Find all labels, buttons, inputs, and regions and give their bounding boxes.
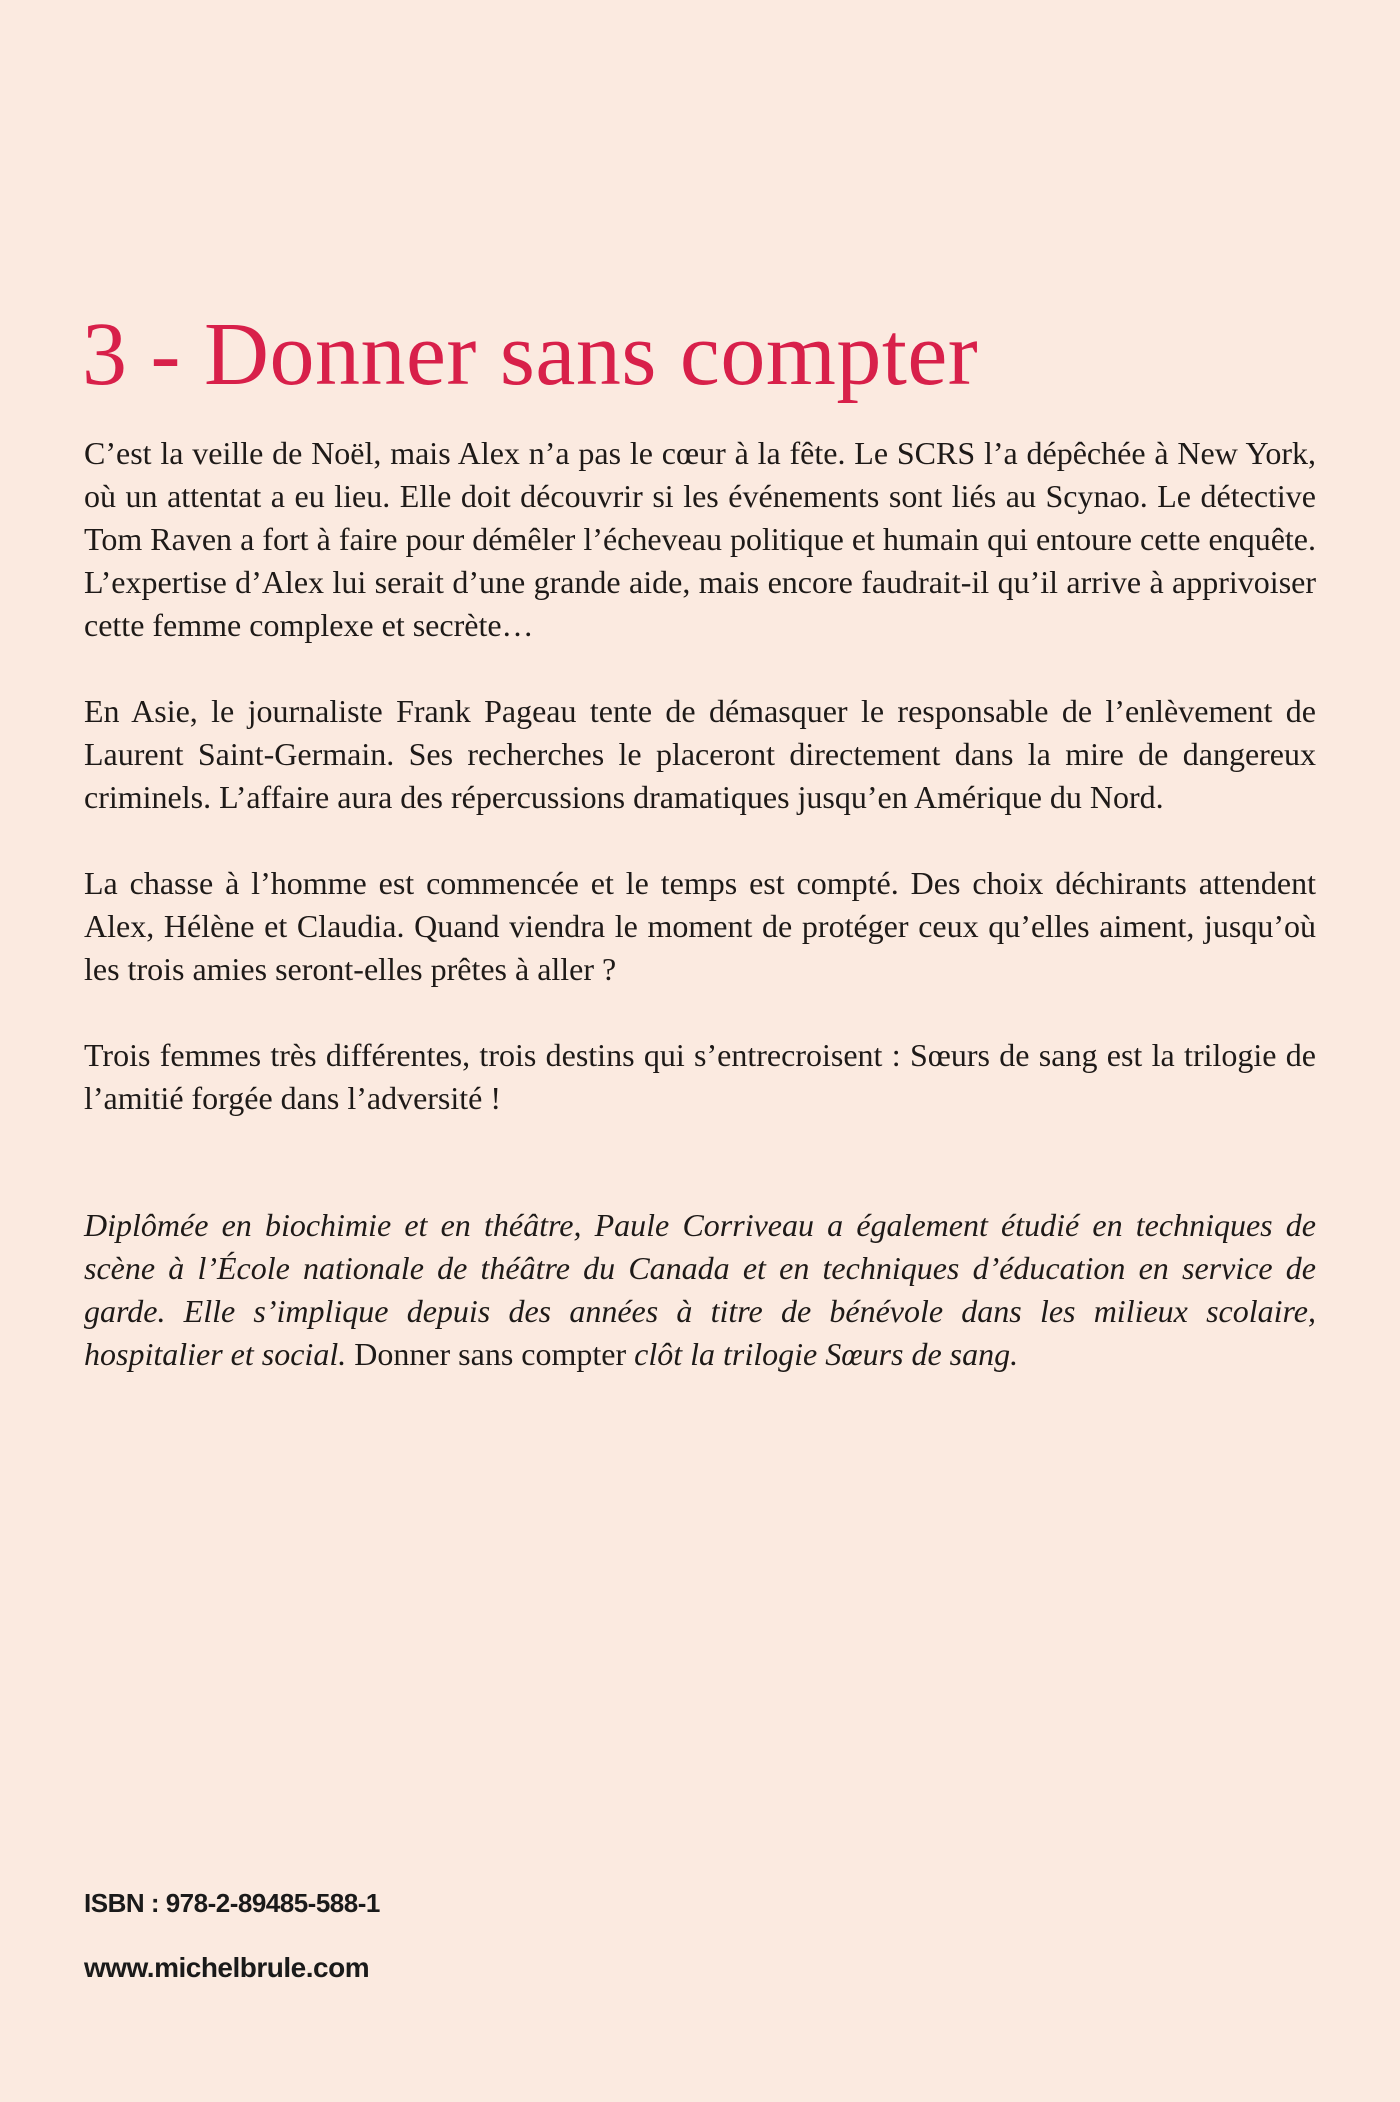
author-bio-book-title: Donner sans compter: [354, 1336, 627, 1372]
synopsis-paragraph-3: La chasse à l’homme est commencée et le temps est compté. Des choix déchirants attendent Alex, Hélène et Claudia. Quand viendra le moment de protéger ceux qu’elles aiment, jusqu’où les trois amies seront-elles prêtes à aller ?: [84, 865, 1316, 987]
author-bio: [84, 1204, 1316, 1376]
synopsis: [84, 432, 1316, 1120]
synopsis-paragraph-2: En Asie, le journaliste Frank Pageau tente de démasquer le responsable de l’enlèvement de Laurent Saint-Germain. Ses recherches le placeront directement dans la mire de dangereux criminels. L’affaire aura des répercussions dramatiques jusqu’en Amérique du Nord.: [84, 693, 1316, 815]
book-title: 3 - Donner sans compter: [82, 305, 979, 404]
publisher-website: www.michelbrule.com: [84, 1952, 370, 1983]
synopsis-paragraph-1: C’est la veille de Noël, mais Alex n’a pas le cœur à la fête. Le SCRS l’a dépêchée à New York, où un attentat a eu lieu. Elle doit découvrir si les événements sont liés au Scynao. Le détective Tom Raven a fort à faire pour démêler l’écheveau politique et humain qui entoure cette enquête. L’expertise d’Alex lui serait d’une grande aide, mais encore faudrait-il qu’il arrive à apprivoiser cette femme complexe et secrète…: [84, 435, 1316, 643]
synopsis-paragraph-4: Trois femmes très différentes, trois destins qui s’entrecroisent : Sœurs de sang est la trilogie de l’amitié forgée dans l’adversité !: [84, 1037, 1316, 1116]
author-bio-text: Diplômée en biochimie et en théâtre, Paule Corriveau a également étudié en techniques de scène à l’École nationale de théâtre du Canada et en techniques d’éducation en service de garde. Elle s’implique depuis des années à titre de bénévole dans les milieux scolaire, hospitalier et social.: [84, 1207, 1316, 1372]
isbn: ISBN : 978-2-89485-588-1: [84, 1888, 380, 1918]
author-bio-trilogy: clôt la trilogie Sœurs de sang.: [634, 1336, 1019, 1372]
